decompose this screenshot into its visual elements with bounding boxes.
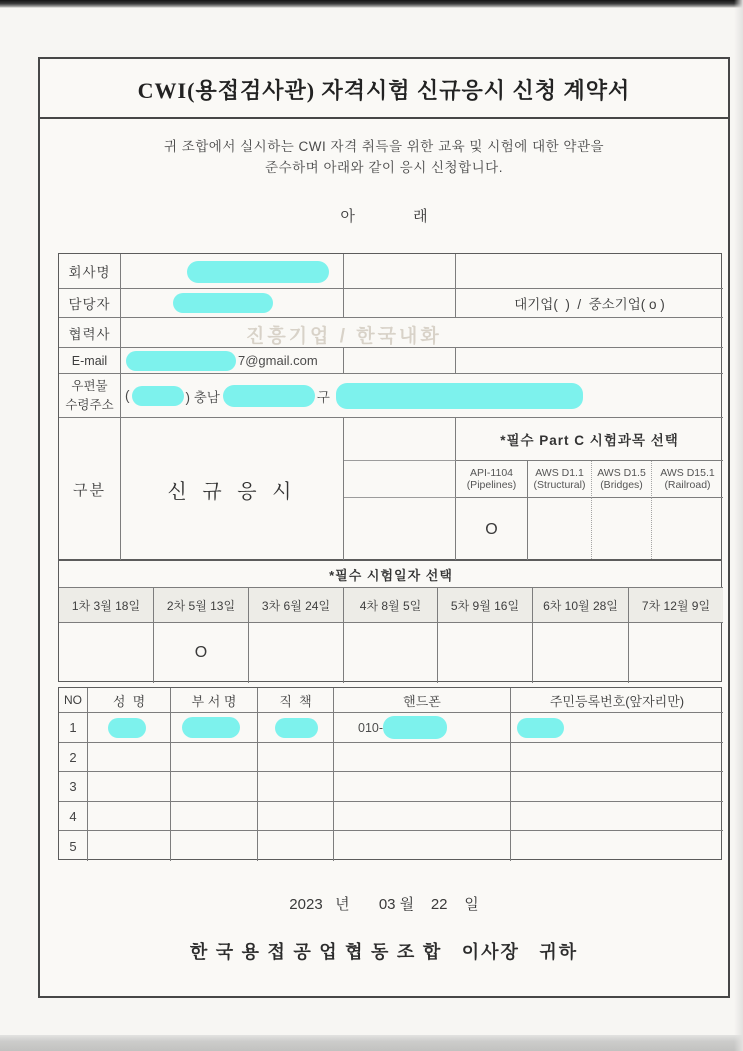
partner-label: 협력사 <box>59 318 121 348</box>
exam-date-option-2: 2차 5월 13일 <box>154 588 249 623</box>
roster-row1-no: 1 <box>59 713 88 743</box>
roster-header-position: 직 책 <box>258 688 334 713</box>
roster-header-name: 성 명 <box>88 688 171 713</box>
email-visible-text: 7@gmail.com <box>238 353 318 368</box>
manager-field <box>121 289 344 318</box>
redaction-address-city <box>223 385 315 407</box>
recipient-line: 한 국 용 접 공 업 협 동 조 합 이사장 귀하 <box>189 942 579 962</box>
phone-prefix-text: 010- <box>358 720 384 735</box>
exam-date-option-7: 7차 12월 9일 <box>629 588 723 623</box>
roster-row1-position <box>258 713 334 743</box>
roster-row3-department <box>171 772 258 802</box>
category-value: 신 규 응 시 <box>121 418 344 561</box>
address-label <box>59 374 121 418</box>
subject-scope: (Structural) <box>533 479 586 491</box>
exam-date-mark-2: O <box>154 623 249 683</box>
redaction-row1-position <box>275 718 318 738</box>
roster-row4-phone <box>334 802 511 831</box>
roster-row5-department <box>171 831 258 861</box>
redaction-row1-department <box>182 717 240 738</box>
exam-date-mark-1 <box>59 623 154 683</box>
redaction-address-detail <box>336 383 583 409</box>
redaction-email <box>126 351 236 371</box>
signature-date: 2023 년 03 월 22 일 <box>289 895 479 913</box>
roster-row1-department <box>171 713 258 743</box>
partc-mark-awsd151 <box>652 498 723 561</box>
roster-row5-position <box>258 831 334 861</box>
email-field <box>121 348 344 374</box>
exam-date-option-5: 5차 9월 16일 <box>438 588 533 623</box>
roster-row5-no: 5 <box>59 831 88 861</box>
subject-scope: (Railroad) <box>664 479 711 491</box>
roster-row3-name <box>88 772 171 802</box>
email-row-right-cell <box>456 348 723 374</box>
partc-header: *필수 Part C 시험과목 선택 <box>456 418 723 461</box>
category-label: 구분 <box>59 418 121 561</box>
roster-row1-name <box>88 713 171 743</box>
category-mid-cell-1 <box>344 418 456 461</box>
redaction-row1-phone <box>383 716 447 739</box>
roster-row2-no: 2 <box>59 743 88 772</box>
partc-mark-awsd15 <box>592 498 652 561</box>
exam-date-header: *필수 시험일자 선택 <box>59 561 723 588</box>
roster-row3-phone <box>334 772 511 802</box>
company-size-field: 대기업( ) / 중소기업( o ) <box>456 289 723 318</box>
exam-date-mark-3 <box>249 623 344 683</box>
subject-scope: (Bridges) <box>600 479 643 491</box>
roster-row5-phone <box>334 831 511 861</box>
exam-date-option-6: 6차 10월 28일 <box>533 588 629 623</box>
subject-name: AWS D1.1 <box>535 467 584 479</box>
address-district-suffix: 구 <box>316 389 330 405</box>
roster-row5-resident-id <box>511 831 723 861</box>
address-paren-open: ( <box>125 388 130 403</box>
email-row-mid-cell <box>344 348 456 374</box>
intro-paragraph <box>38 136 730 178</box>
company-row-right-cell <box>456 254 723 289</box>
exam-date-mark-6 <box>533 623 629 683</box>
roster-row4-resident-id <box>511 802 723 831</box>
roster-row1-phone <box>334 713 511 743</box>
scan-edge-top <box>0 0 743 8</box>
roster-row4-department <box>171 802 258 831</box>
company-name-field <box>121 254 344 289</box>
subject-name: AWS D1.5 <box>597 467 646 479</box>
roster-row3-no: 3 <box>59 772 88 802</box>
roster-row2-resident-id <box>511 743 723 772</box>
intro-line-2: 준수하며 아래와 같이 응시 신청합니다. <box>265 160 503 175</box>
email-label: E-mail <box>59 348 121 374</box>
applicant-info-table <box>58 253 722 560</box>
scan-edge-bottom <box>0 1035 743 1051</box>
exam-date-table <box>58 560 722 682</box>
roster-row2-department <box>171 743 258 772</box>
redaction-company-name <box>187 261 329 283</box>
partner-field <box>121 318 723 348</box>
roster-row4-position <box>258 802 334 831</box>
partc-mark-awsd11 <box>528 498 592 561</box>
exam-date-mark-7 <box>629 623 723 683</box>
address-label-line2: 수령주소 <box>65 397 114 412</box>
roster-row5-name <box>88 831 171 861</box>
address-field <box>121 374 723 418</box>
exam-date-mark-4 <box>344 623 438 683</box>
partc-subject-awsd15 <box>592 461 652 498</box>
roster-row4-name <box>88 802 171 831</box>
roster-row3-position <box>258 772 334 802</box>
form-title: CWI(용접검사관) 자격시험 신규응시 신청 계약서 <box>137 77 631 103</box>
subject-name: API-1104 <box>470 467 513 479</box>
roster-header-phone: 핸드폰 <box>334 688 511 713</box>
company-row-mid-cell <box>344 254 456 289</box>
exam-date-option-3: 3차 6월 24일 <box>249 588 344 623</box>
exam-date-option-4: 4차 8월 5일 <box>344 588 438 623</box>
roster-header-department: 부 서 명 <box>171 688 258 713</box>
roster-row2-position <box>258 743 334 772</box>
company-name-label: 회사명 <box>59 254 121 289</box>
subject-name: AWS D15.1 <box>660 467 715 479</box>
roster-row3-resident-id <box>511 772 723 802</box>
partc-mark-api1104: O <box>456 498 528 561</box>
scan-edge-right <box>734 0 743 1051</box>
redaction-postal-code <box>132 386 184 406</box>
exam-date-option-1: 1차 3월 18일 <box>59 588 154 623</box>
address-label-line1: 우편물 <box>71 378 108 393</box>
roster-row4-no: 4 <box>59 802 88 831</box>
partc-subject-api1104 <box>456 461 528 498</box>
roster-header-no: NO <box>59 688 88 713</box>
subject-scope: (Pipelines) <box>466 479 517 491</box>
intro-line-1: 귀 조합에서 실시하는 CWI 자격 취득을 위한 교육 및 시험에 대한 약관을 <box>163 139 605 154</box>
redaction-row1-name <box>108 718 146 738</box>
exam-date-mark-5 <box>438 623 533 683</box>
below-heading: 아 래 <box>340 207 428 225</box>
watermark-text: 진흥기업 / 한국내화 <box>246 326 442 347</box>
partc-subject-awsd151 <box>652 461 723 498</box>
manager-row-mid-cell <box>344 289 456 318</box>
roster-row1-resident-id <box>511 713 723 743</box>
category-mid-cell-2 <box>344 461 456 498</box>
applicant-roster-table <box>58 687 722 860</box>
roster-row2-name <box>88 743 171 772</box>
roster-row2-phone <box>334 743 511 772</box>
partc-subject-awsd11 <box>528 461 592 498</box>
address-region-text: ) 충남 <box>185 389 220 405</box>
category-mid-cell-3 <box>344 498 456 561</box>
redaction-manager-name <box>173 293 273 313</box>
roster-header-resident-id: 주민등록번호(앞자리만) <box>511 688 723 713</box>
redaction-row1-resident-id <box>517 718 564 738</box>
title-divider <box>38 117 730 119</box>
manager-label: 담당자 <box>59 289 121 318</box>
